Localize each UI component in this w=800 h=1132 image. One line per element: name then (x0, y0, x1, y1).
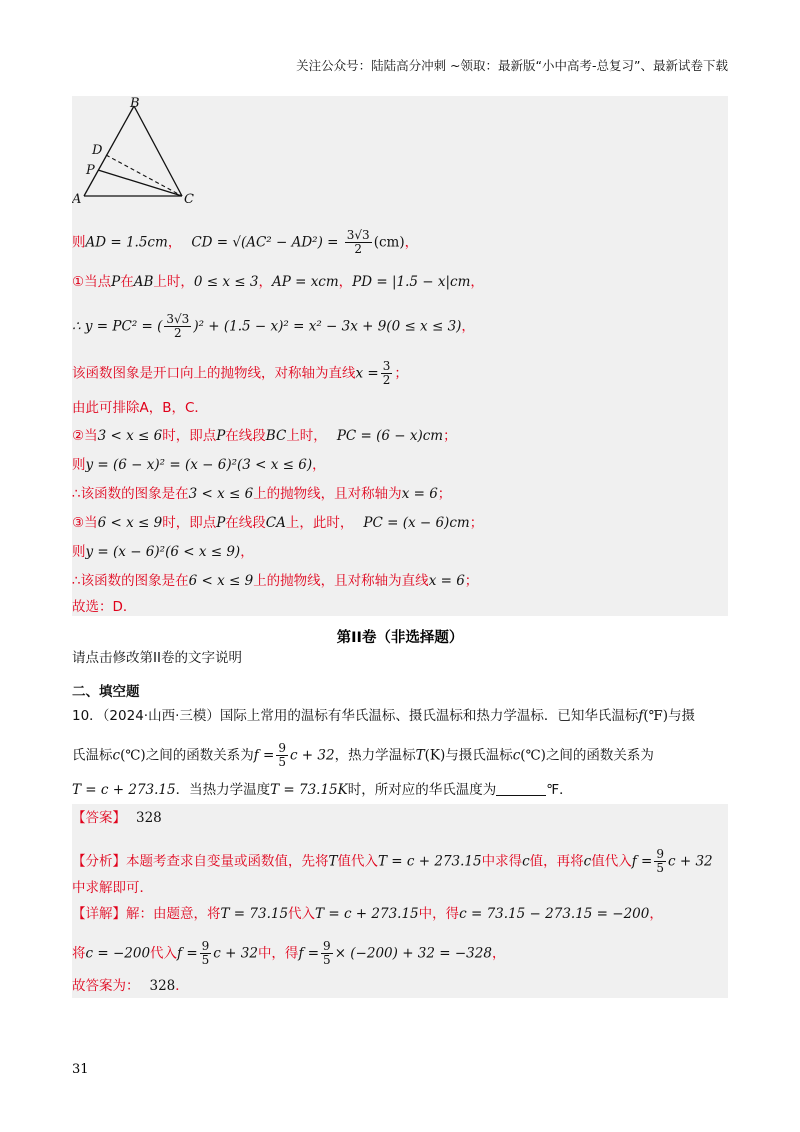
label-p: P (86, 163, 95, 178)
sol-line-12: 故选：D． (72, 599, 137, 615)
sol-line-8: ∴该函数的图象是在3 < x ≤ 6上的抛物线，且对称轴为x = 6； (72, 486, 452, 502)
fraction: $\frac{9}{5}$ (201, 939, 210, 967)
fraction: $\frac{9}{5}$ (323, 939, 331, 967)
page-header: 关注公众号：陆陆高分冲刺 ~领取：最新版“小中高考-总复习”、最新试卷下载 (296, 58, 728, 73)
ans-line-2: 【分析】本题考查求自变量或函数值，先将T值代入T = c + 273.15中求得c值，再将c值代入f = $\frac{9}{5}$ c + 32 (72, 847, 713, 875)
sol-line-1: 则AD = 1.5cm， CD = √(AC² − AD²) = $\frac{3√3}{2}$ (cm)， (72, 228, 419, 256)
sol-line-6: ②当3 < x ≤ 6时，即点P在线段BC上时， PC = (6 − x)cm； (72, 428, 457, 444)
label-d: D (92, 143, 103, 158)
label-a: A (72, 192, 82, 207)
label-b: B (130, 96, 140, 111)
q10-line-2: 氏温标c(℃)之间的函数关系为f = $\frac{9}{5}$ c + 32，热力学温标T(K)与摄氏温标c(℃)之间的函数关系为 (72, 741, 654, 769)
sol-line-11: ∴该函数的图象是在6 < x ≤ 9上的抛物线，且对称轴为直线x = 6； (72, 573, 479, 589)
answer-block (72, 804, 728, 998)
triangle-figure (72, 96, 202, 208)
sol-line-7: 则y = (6 − x)² = (x − 6)²(3 < x ≤ 6)， (72, 457, 326, 473)
ans-line-5: 将c = −200代入f = $\frac{9}{5}$ c + 32中，得f = $\frac{9}{5}$ × (−200) + 32 = −328， (72, 939, 506, 967)
sol-line-3: ∴ y = PC² = ( $\frac{3√3}{2}$ )² + (1.5 − x)² = x² − 3x + 9(0 ≤ x ≤ 3)， (72, 312, 475, 340)
ans-line-3: 中求解即可． (72, 880, 153, 896)
section-note[interactable]: 请点击修改第II卷的文字说明 (72, 650, 242, 666)
fraction: $\frac{3√3}{2}$ (166, 312, 190, 340)
q10-line-3: T = c + 273.15．当热力学温度T = 73.15K时，所对应的华氏温度为 ℉． (72, 782, 573, 798)
page-number: 31 (72, 1062, 89, 1077)
ans-line-6: 故答案为： 328． (72, 978, 189, 994)
ans-line-4: 【详解】解：由题意，将T = 73.15代入T = c + 273.15中，得c = 73.15 − 273.15 = −200， (72, 906, 663, 922)
label-c: C (184, 192, 194, 207)
fraction: $\frac{3}{2}$ (382, 359, 391, 387)
answer-blank[interactable] (496, 782, 546, 796)
sol-line-5: 由此可排除A，B，C． (72, 400, 208, 416)
sol-line-2: ①当点P在AB上时，0 ≤ x ≤ 3，AP = xcm，PD = |1.5 − x|cm， (72, 274, 484, 290)
q10-line-1: 10．（2024·山西·三模）国际上常用的温标有华氏温标、摄氏温标和热力学温标．已知华氏温标f(℉)与摄 (72, 708, 696, 724)
fraction: $\frac{9}{5}$ (278, 741, 286, 769)
fraction: $\frac{9}{5}$ (656, 847, 664, 875)
part-heading: 二、填空题 (72, 684, 140, 700)
section-title: 第II卷（非选择题） (336, 630, 464, 646)
sol-line-4: 该函数图象是开口向上的抛物线，对称轴为直线x = $\frac{3}{2}$ ； (72, 359, 408, 387)
fraction: $\frac{3√3}{2}$ (346, 228, 370, 256)
sol-line-10: 则y = (x − 6)²(6 < x ≤ 9)， (72, 544, 254, 560)
sol-line-9: ③当6 < x ≤ 9时，即点P在线段CA上，此时， PC = (x − 6)cm； (72, 515, 484, 531)
ans-line-1: 【答案】 328 (72, 810, 162, 826)
